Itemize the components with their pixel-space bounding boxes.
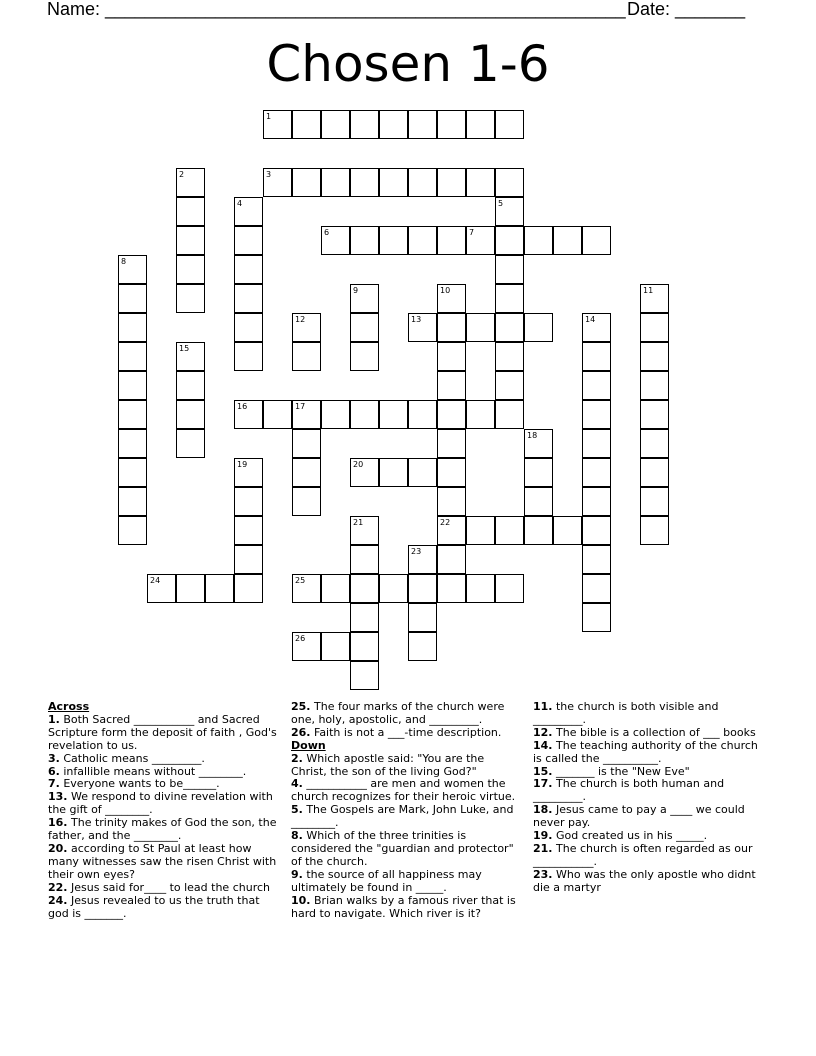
grid-cell[interactable] (408, 313, 437, 342)
clue-item (291, 778, 523, 804)
cell-number: 24 (150, 576, 161, 585)
grid-cell[interactable] (321, 168, 350, 197)
clue-text: according to St Paul at least how many witnesses saw the risen Christ with their own eyes? (48, 841, 277, 881)
grid-cell[interactable] (437, 313, 466, 342)
clue-number: 21. (533, 841, 553, 855)
grid-cell[interactable] (582, 429, 611, 458)
clue-text: We respond to divine revelation with the gift of ________. (48, 790, 273, 817)
grid-cell[interactable] (582, 603, 611, 632)
grid-cell[interactable] (408, 110, 437, 139)
grid-cell[interactable] (582, 516, 611, 545)
clue-text: The teaching authority of the church is called the __________. (533, 738, 758, 765)
grid-cell[interactable] (118, 255, 147, 284)
cell-number: 16 (237, 402, 248, 411)
clue-number: 10. (291, 893, 311, 907)
cell-number: 1 (266, 112, 272, 121)
clue-number: 9. (291, 867, 303, 881)
grid-cell[interactable] (292, 574, 321, 603)
grid-cell[interactable] (350, 574, 379, 603)
cell-number: 13 (411, 315, 422, 324)
grid-cell[interactable] (350, 168, 379, 197)
grid-cell[interactable] (379, 110, 408, 139)
grid-cell[interactable] (234, 458, 263, 487)
grid-cell[interactable] (176, 226, 205, 255)
grid-cell[interactable] (495, 284, 524, 313)
cell-number: 5 (498, 199, 504, 208)
cell-number: 18 (527, 431, 538, 440)
grid-cell[interactable] (263, 400, 292, 429)
cell-number: 8 (121, 257, 127, 266)
grid-cell[interactable] (437, 574, 466, 603)
cell-number: 4 (237, 199, 243, 208)
clue-number: 14. (533, 738, 553, 752)
grid-cell[interactable] (176, 342, 205, 371)
grid-cell[interactable] (495, 197, 524, 226)
grid-cell[interactable] (437, 226, 466, 255)
grid-cell[interactable] (176, 284, 205, 313)
grid-cell[interactable] (379, 458, 408, 487)
clue-text: Who was the only apostle who didnt die a martyr (533, 867, 756, 894)
clue-text: The four marks of the church were one, holy, apostolic, and _________. (291, 700, 505, 726)
grid-cell[interactable] (118, 487, 147, 516)
grid-cell[interactable] (582, 487, 611, 516)
grid-cell[interactable] (408, 458, 437, 487)
clue-number: 6. (48, 764, 60, 778)
grid-cell[interactable] (263, 110, 292, 139)
cell-number: 2 (179, 170, 185, 179)
clue-number: 19. (533, 829, 553, 843)
grid-cell[interactable] (321, 574, 350, 603)
grid-cell[interactable] (437, 168, 466, 197)
clue-text: Jesus said for____ to lead the church (67, 880, 270, 894)
grid-cell[interactable] (292, 313, 321, 342)
grid-cell[interactable] (379, 574, 408, 603)
clue-number: 18. (533, 803, 553, 817)
grid-cell[interactable] (350, 342, 379, 371)
down-heading: Down (291, 738, 326, 752)
cell-number: 14 (585, 315, 596, 324)
cell-number: 15 (179, 344, 190, 353)
grid-cell[interactable] (234, 255, 263, 284)
grid-cell[interactable] (292, 110, 321, 139)
clue-item (291, 895, 523, 921)
grid-cell[interactable] (118, 371, 147, 400)
grid-cell[interactable] (147, 574, 176, 603)
grid-cell[interactable] (292, 400, 321, 429)
clue-number: 17. (533, 777, 553, 791)
grid-cell[interactable] (350, 226, 379, 255)
clue-number: 5. (291, 803, 303, 817)
grid-cell[interactable] (350, 632, 379, 661)
grid-cell[interactable] (466, 110, 495, 139)
grid-cell[interactable] (524, 313, 553, 342)
clue-item (48, 895, 280, 921)
clue-text: The church is often regarded as our ___________. (533, 841, 753, 868)
grid-cell[interactable] (582, 371, 611, 400)
grid-cell[interactable] (176, 429, 205, 458)
grid-cell[interactable] (582, 458, 611, 487)
clue-text: the church is both visible and _________. (533, 700, 719, 726)
clue-item (533, 804, 765, 830)
grid-cell[interactable] (350, 313, 379, 342)
grid-cell[interactable] (553, 226, 582, 255)
grid-cell[interactable] (582, 574, 611, 603)
clue-item (533, 843, 765, 869)
clue-text: The bible is a collection of ___ books (552, 725, 756, 739)
date-field[interactable]: Date: _______ (627, 0, 746, 19)
clue-column-3 (533, 701, 765, 895)
clue-item (291, 830, 523, 869)
grid-cell[interactable] (292, 632, 321, 661)
grid-cell[interactable] (118, 458, 147, 487)
grid-cell[interactable] (437, 487, 466, 516)
grid-cell[interactable] (437, 429, 466, 458)
clue-number: 7. (48, 777, 60, 791)
clue-number: 2. (291, 751, 303, 765)
grid-cell[interactable] (350, 516, 379, 545)
grid-cell[interactable] (350, 110, 379, 139)
clue-number: 4. (291, 777, 303, 791)
grid-cell[interactable] (234, 400, 263, 429)
grid-cell[interactable] (379, 226, 408, 255)
grid-cell[interactable] (176, 371, 205, 400)
grid-cell[interactable] (118, 313, 147, 342)
grid-cell[interactable] (640, 516, 669, 545)
grid-cell[interactable] (321, 400, 350, 429)
grid-cell[interactable] (234, 284, 263, 313)
grid-cell[interactable] (350, 458, 379, 487)
grid-cell[interactable] (292, 458, 321, 487)
clue-item (48, 817, 280, 843)
clue-number: 24. (48, 893, 68, 907)
cell-number: 17 (295, 402, 306, 411)
grid-cell[interactable] (292, 429, 321, 458)
grid-cell[interactable] (640, 458, 669, 487)
clue-text: God created us in his _____. (552, 829, 708, 843)
clue-item (533, 778, 765, 804)
cell-number: 22 (440, 518, 451, 527)
clue-text: Faith is not a ___-time description. (310, 725, 502, 739)
grid-cell[interactable] (437, 342, 466, 371)
clue-text: Brian walks by a famous river that is hard to navigate. Which river is it? (291, 893, 516, 920)
grid-cell[interactable] (524, 487, 553, 516)
grid-cell[interactable] (466, 168, 495, 197)
cell-number: 26 (295, 634, 306, 643)
grid-cell[interactable] (321, 110, 350, 139)
grid-cell[interactable] (437, 545, 466, 574)
grid-cell[interactable] (234, 574, 263, 603)
grid-cell[interactable] (234, 516, 263, 545)
grid-cell[interactable] (234, 342, 263, 371)
clue-number: 20. (48, 841, 68, 855)
clue-text: The trinity makes of God the son, the father, and the ________. (48, 816, 277, 843)
grid-cell[interactable] (640, 342, 669, 371)
grid-cell[interactable] (524, 458, 553, 487)
grid-cell[interactable] (524, 226, 553, 255)
clue-text: The Gospels are Mark, John Luke, and ________. (291, 803, 514, 830)
grid-cell[interactable] (379, 168, 408, 197)
cell-number: 11 (643, 286, 654, 295)
clue-text: the source of all happiness may ultimately be found in _____. (291, 867, 482, 894)
clue-number: 15. (533, 764, 553, 778)
cell-number: 12 (295, 315, 306, 324)
grid-cell[interactable] (582, 545, 611, 574)
cell-number: 20 (353, 460, 364, 469)
grid-cell[interactable] (640, 429, 669, 458)
grid-cell[interactable] (640, 284, 669, 313)
cell-number: 6 (324, 228, 330, 237)
clue-text: Everyone wants to be______. (59, 777, 220, 791)
grid-cell[interactable] (350, 545, 379, 574)
clue-column-1 (48, 701, 280, 920)
clue-text: ___________ are men and women the church recognizes for their heroic virtue. (291, 777, 516, 804)
grid-cell[interactable] (408, 632, 437, 661)
grid-cell[interactable] (350, 603, 379, 632)
clue-text: infallible means without ________. (59, 764, 247, 778)
grid-cell[interactable] (466, 574, 495, 603)
grid-cell[interactable] (437, 284, 466, 313)
cell-number: 9 (353, 286, 359, 295)
clue-number: 11. (533, 700, 553, 713)
grid-cell[interactable] (408, 400, 437, 429)
clue-number: 23. (533, 867, 553, 881)
grid-cell[interactable] (379, 400, 408, 429)
clue-number: 12. (533, 725, 553, 739)
clue-item (48, 791, 280, 817)
grid-cell[interactable] (495, 371, 524, 400)
clue-text: Jesus revealed to us the truth that god is _______. (48, 893, 260, 920)
grid-cell[interactable] (466, 400, 495, 429)
grid-cell[interactable] (408, 545, 437, 574)
cell-number: 23 (411, 547, 422, 556)
grid-cell[interactable] (118, 429, 147, 458)
grid-cell[interactable] (292, 342, 321, 371)
grid-cell[interactable] (582, 400, 611, 429)
across-heading: Across (48, 700, 90, 713)
clue-number: 22. (48, 880, 68, 894)
grid-cell[interactable] (118, 516, 147, 545)
grid-cell[interactable] (495, 574, 524, 603)
grid-cell[interactable] (466, 313, 495, 342)
grid-cell[interactable] (234, 487, 263, 516)
clue-number: 26. (291, 725, 311, 739)
grid-cell[interactable] (292, 168, 321, 197)
grid-cell[interactable] (176, 168, 205, 197)
clue-number: 25. (291, 700, 311, 713)
grid-cell[interactable] (437, 400, 466, 429)
grid-cell[interactable] (118, 284, 147, 313)
grid-cell[interactable] (437, 371, 466, 400)
grid-cell[interactable] (495, 516, 524, 545)
grid-cell[interactable] (350, 661, 379, 690)
cell-number: 21 (353, 518, 364, 527)
grid-cell[interactable] (524, 429, 553, 458)
grid-cell[interactable] (118, 342, 147, 371)
page-title: Chosen 1-6 (266, 35, 550, 93)
grid-cell[interactable] (640, 371, 669, 400)
grid-cell[interactable] (118, 400, 147, 429)
grid-cell[interactable] (263, 168, 292, 197)
grid-cell[interactable] (234, 197, 263, 226)
clue-text: Jesus came to pay a ____ we could never pay. (533, 803, 745, 830)
clue-number: 3. (48, 751, 60, 765)
grid-cell[interactable] (466, 516, 495, 545)
grid-cell[interactable] (292, 487, 321, 516)
grid-cell[interactable] (234, 226, 263, 255)
grid-cell[interactable] (640, 400, 669, 429)
cell-number: 10 (440, 286, 451, 295)
grid-cell[interactable] (582, 342, 611, 371)
grid-cell[interactable] (321, 632, 350, 661)
clue-item (533, 869, 765, 895)
clue-number: 16. (48, 816, 68, 830)
grid-cell[interactable] (234, 545, 263, 574)
grid-cell[interactable] (640, 487, 669, 516)
clue-column-2 (291, 701, 523, 920)
grid-cell[interactable] (408, 168, 437, 197)
grid-cell[interactable] (176, 574, 205, 603)
grid-cell[interactable] (176, 255, 205, 284)
grid-cell[interactable] (437, 110, 466, 139)
grid-cell[interactable] (408, 603, 437, 632)
grid-cell[interactable] (553, 516, 582, 545)
clue-number: 8. (291, 829, 303, 843)
cell-number: 3 (266, 170, 272, 179)
grid-cell[interactable] (350, 400, 379, 429)
clue-text: The church is both human and _________. (533, 777, 725, 804)
clue-item (48, 843, 280, 882)
clue-item (48, 714, 280, 753)
clue-text: _______ is the "New Eve" (552, 764, 690, 778)
grid-cell[interactable] (437, 516, 466, 545)
grid-cell[interactable] (408, 226, 437, 255)
grid-cell[interactable] (495, 342, 524, 371)
grid-cell[interactable] (176, 197, 205, 226)
clue-text: Both Sacred ___________ and Sacred Scripture form the deposit of faith , God's revelation to us. (48, 712, 277, 752)
grid-cell[interactable] (437, 458, 466, 487)
cell-number: 7 (469, 228, 475, 237)
clue-item (291, 869, 523, 895)
grid-cell[interactable] (350, 284, 379, 313)
grid-cell[interactable] (640, 313, 669, 342)
grid-cell[interactable] (582, 313, 611, 342)
grid-cell[interactable] (205, 574, 234, 603)
grid-cell[interactable] (466, 226, 495, 255)
clue-item (291, 727, 523, 740)
cell-number: 25 (295, 576, 306, 585)
clue-number: 1. (48, 712, 60, 726)
grid-cell[interactable] (176, 400, 205, 429)
clue-item (291, 701, 523, 727)
grid-cell[interactable] (495, 400, 524, 429)
clue-item (533, 701, 765, 727)
grid-cell[interactable] (582, 226, 611, 255)
grid-cell[interactable] (321, 226, 350, 255)
grid-cell[interactable] (495, 255, 524, 284)
grid-cell[interactable] (495, 110, 524, 139)
grid-cell[interactable] (495, 226, 524, 255)
clue-text: Which apostle said: "You are the Christ, the son of the living God?" (291, 751, 485, 778)
clue-item (533, 740, 765, 766)
clue-text: Which of the three trinities is considered the "guardian and protector" of the church. (291, 829, 514, 868)
grid-cell[interactable] (495, 168, 524, 197)
grid-cell[interactable] (495, 313, 524, 342)
cell-number: 19 (237, 460, 248, 469)
grid-cell[interactable] (408, 574, 437, 603)
clue-number: 13. (48, 790, 68, 804)
clue-item (291, 804, 523, 830)
grid-cell[interactable] (234, 313, 263, 342)
clue-item (291, 753, 523, 779)
clue-text: Catholic means _________. (59, 751, 205, 765)
name-field[interactable]: Name: ____________________________________________________ (47, 0, 626, 19)
grid-cell[interactable] (524, 516, 553, 545)
